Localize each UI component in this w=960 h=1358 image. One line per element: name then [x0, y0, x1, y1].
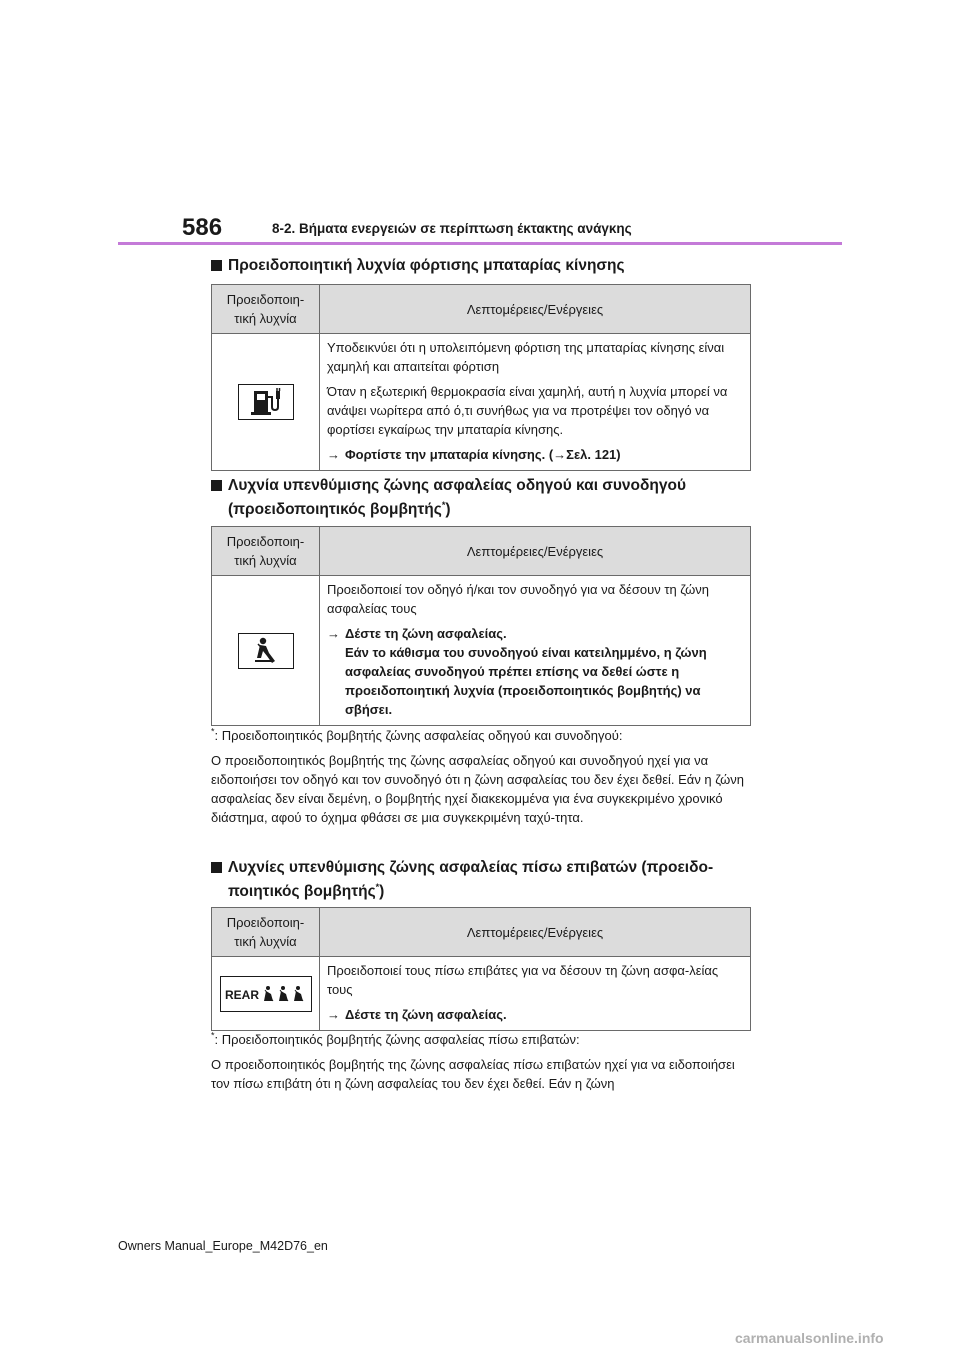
- watermark: carmanualsonline.info: [735, 1330, 884, 1346]
- section-heading: Λυχνία υπενθύμισης ζώνης ασφαλείας οδηγού και συνοδηγού (προειδοποιητικός βομβητής*): [211, 474, 751, 522]
- seatbelt-reminder-icon: [238, 633, 294, 669]
- icon-cell: [212, 957, 320, 1031]
- details-cell: [320, 334, 751, 471]
- bullet-square-icon: [211, 862, 222, 873]
- page-footer: Owners Manual_Europe_M42D76_en: [118, 1239, 328, 1253]
- table-row: [212, 957, 751, 1031]
- header-rule: [118, 242, 842, 245]
- body-paragraph: Ο προειδοποιητικός βομβητής της ζώνης ασφαλείας οδηγού και συνοδηγού ηχεί για να ειδοποιήσει τον οδηγό και τον συνοδηγό ότι η ζώνη ασφαλείας του δεν έχει δεθεί. Εάν η ζώνη ασφαλείας δεν είναι δεμένη, ο βομβητής ηχεί διακεκομμένα για ένα συγκεκριμένο χρονικό διάστημα, αφού το όχημα φθάσει σε μια συγκεκριμένη ταχύ-τητα.: [211, 753, 745, 825]
- column-header-lamp: Προειδοποιη-τική λυχνία: [212, 908, 320, 957]
- details-cell: [320, 576, 751, 726]
- arrow-icon: →: [327, 1007, 340, 1022]
- body-paragraph: Ο προειδοποιητικός βομβητής της ζώνης ασφαλείας πίσω επιβατών ηχεί για να ειδοποιήσει τον πίσω επιβάτη ότι η ζώνη ασφαλείας του δεν έχει δεθεί. Εάν η ζώνη: [211, 1057, 735, 1091]
- arrow-icon: →: [327, 626, 340, 641]
- icon-cell: [212, 576, 320, 726]
- bullet-square-icon: [211, 260, 222, 271]
- page-header: [0, 206, 960, 248]
- details-text: Προειδοποιεί τους πίσω επιβάτες για να δέσουν τη ζώνη ασφα-λείας τους: [327, 963, 719, 997]
- column-header-details: Λεπτομέρειες/Ενέργειες: [320, 527, 751, 576]
- battery-warning-table: [211, 284, 751, 471]
- table-row: [212, 576, 751, 726]
- seatbelt-warning-table: [211, 526, 751, 726]
- action-item: → Φορτίστε την μπαταρία κίνησης. (→Σελ. 121): [327, 447, 621, 462]
- chapter-title: 8-2. Βήματα ενεργειών σε περίπτωση έκτακτης ανάγκης: [272, 221, 632, 236]
- table-header-row: [212, 908, 751, 957]
- action-item: → Δέστε τη ζώνη ασφαλείας.: [327, 1007, 507, 1022]
- section-heading: Λυχνίες υπενθύμισης ζώνης ασφαλείας πίσω επιβατών (προειδο-ποιητικός βομβητής*): [211, 856, 751, 904]
- column-header-lamp: Προειδοποιη-τική λυχνία: [212, 527, 320, 576]
- table-header-row: [212, 285, 751, 334]
- svg-text:REAR: REAR: [224, 987, 259, 1002]
- battery-charge-warning-icon: [238, 384, 294, 420]
- section-battery-heading: [211, 254, 751, 278]
- rear-seatbelt-warning-table: [211, 907, 751, 1031]
- details-text: Όταν η εξωτερική θερμοκρασία είναι χαμηλή, αυτή η λυχνία μπορεί να ανάψει νωρίτερα από ό,τι συνήθως για να προτρέψει τον οδηγό να φορτίσει εγκαίρως την μπαταρία κίνησης.: [327, 384, 728, 437]
- section-heading: Προειδοποιητική λυχνία φόρτισης μπαταρίας κίνησης: [211, 254, 751, 278]
- footnote: *: Προειδοποιητικός βομβητής ζώνης ασφαλείας πίσω επιβατών:: [211, 1030, 580, 1047]
- seatbelt-footnote-block: [211, 726, 751, 833]
- bullet-square-icon: [211, 480, 222, 491]
- footnote: *: Προειδοποιητικός βομβητής ζώνης ασφαλείας οδηγού και συνοδηγού:: [211, 726, 623, 743]
- table-header-row: [212, 527, 751, 576]
- rear-seatbelt-reminder-icon: [220, 976, 312, 1012]
- arrow-icon: →: [327, 447, 340, 462]
- column-header-lamp: Προειδοποιη-τική λυχνία: [212, 285, 320, 334]
- icon-cell: [212, 334, 320, 471]
- table-row: [212, 334, 751, 471]
- action-item: → Δέστε τη ζώνη ασφαλείας. Εάν το κάθισμα του συνοδηγού είναι κατειλημμένο, η ζώνη ασφαλείας συνοδηγού πρέπει επίσης να δεθεί ώστε η προειδοποιητική λυχνία (προειδοποιητικός βομβητής) να σβήσει.: [327, 626, 707, 717]
- details-text: Υποδεικνύει ότι η υπολειπόμενη φόρτιση της μπαταρίας κίνησης είναι χαμηλή και απαιτείται φόρτιση: [327, 340, 725, 374]
- column-header-details: Λεπτομέρειες/Ενέργειες: [320, 908, 751, 957]
- column-header-details: Λεπτομέρειες/Ενέργειες: [320, 285, 751, 334]
- details-cell: [320, 957, 751, 1031]
- page-number: 586: [182, 214, 223, 241]
- rear-seatbelt-footnote-block: [211, 1030, 751, 1099]
- section-seatbelt-heading: [211, 474, 751, 522]
- section-rear-seatbelt-heading: [211, 856, 751, 904]
- details-text: Προειδοποιεί τον οδηγό ή/και τον συνοδηγό για να δέσουν τη ζώνη ασφαλείας τους: [327, 582, 710, 616]
